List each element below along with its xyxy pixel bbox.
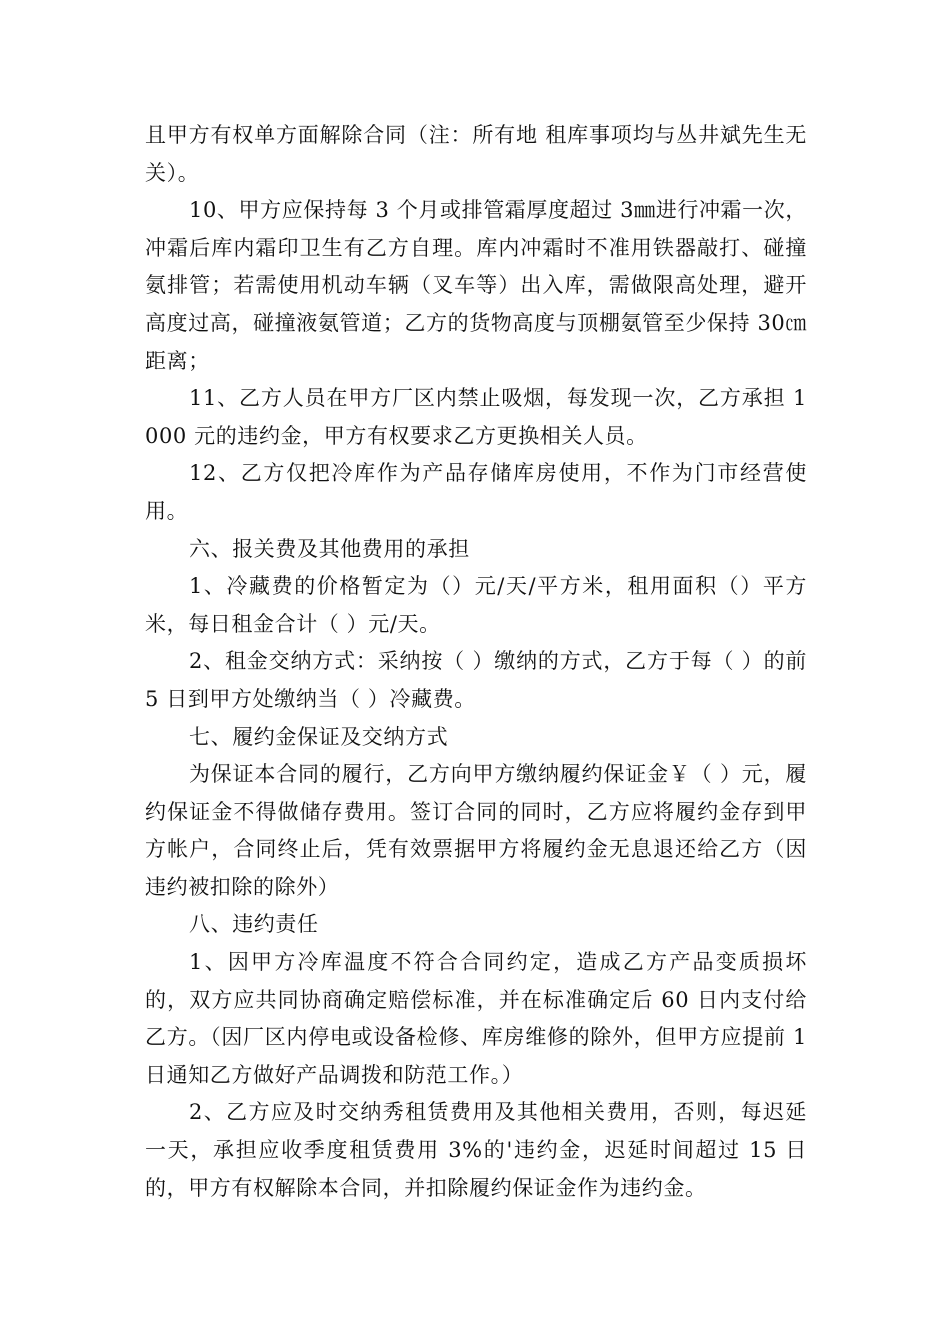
paragraph-clause-10: 10、甲方应保持每 3 个月或排管霜厚度超过 3㎜进行冲霜一次，冲霜后库内霜印卫生有乙方自理。库内冲霜时不准用铁器敲打、碰撞氨排管；若需使用机动车辆（叉车等）出入库，需做限高处理，避开高度过高，碰撞液氨管道；乙方的货物高度与顶棚氨管至少保持 30㎝距离； [145,198,807,373]
paragraph-continuation: 且甲方有权单方面解除合同（注：所有地 租库事项均与丛井斌先生无关）。 [145,123,807,185]
document-body [145,117,807,1207]
paragraph-clause-12: 12、乙方仅把冷库作为产品存储库房使用，不作为门市经营使用。 [145,461,807,523]
section-heading-7: 七、履约金保证及交纳方式 [189,724,449,749]
paragraph-section7-body: 为保证本合同的履行，乙方向甲方缴纳履约保证金￥（ ）元，履约保证金不得做储存费用。签订合同的同时，乙方应将履约金存到甲方帐户，合同终止后，凭有效票据甲方将履约金无息退还给乙方（因违约被扣除的除外） [145,762,807,899]
section-heading-6: 六、报关费及其他费用的承担 [189,536,470,561]
paragraph-section8-item2: 2、乙方应及时交纳秀租赁费用及其他相关费用，否则，每迟延一天，承担应收季度租赁费用 3%的'违约金，迟延时间超过 15 日的，甲方有权解除本合同，并扣除履约保证金作为违约金。 [145,1100,807,1200]
paragraph-section6-item2: 2、租金交纳方式：采纳按（ ）缴纳的方式，乙方于每（ ）的前 5 日到甲方处缴纳当（ ）冷藏费。 [145,649,807,711]
paragraph-section8-item1: 1、因甲方冷库温度不符合合同约定，造成乙方产品变质损坏的，双方应共同协商确定赔偿标准，并在标准确定后 60 日内支付给乙方。（因厂区内停电或设备检修、库房维修的除外，但甲方应提前 1 日通知乙方做好产品调拨和防范工作。） [145,950,807,1087]
paragraph-section6-item1: 1、冷藏费的价格暂定为（）元/天/平方米，租用面积（）平方米，每日租金合计（ ）元/天。 [145,574,807,636]
section-heading-8: 八、违约责任 [189,912,319,937]
paragraph-clause-11: 11、乙方人员在甲方厂区内禁止吸烟，每发现一次，乙方承担 1000 元的违约金，甲方有权要求乙方更换相关人员。 [145,386,807,448]
